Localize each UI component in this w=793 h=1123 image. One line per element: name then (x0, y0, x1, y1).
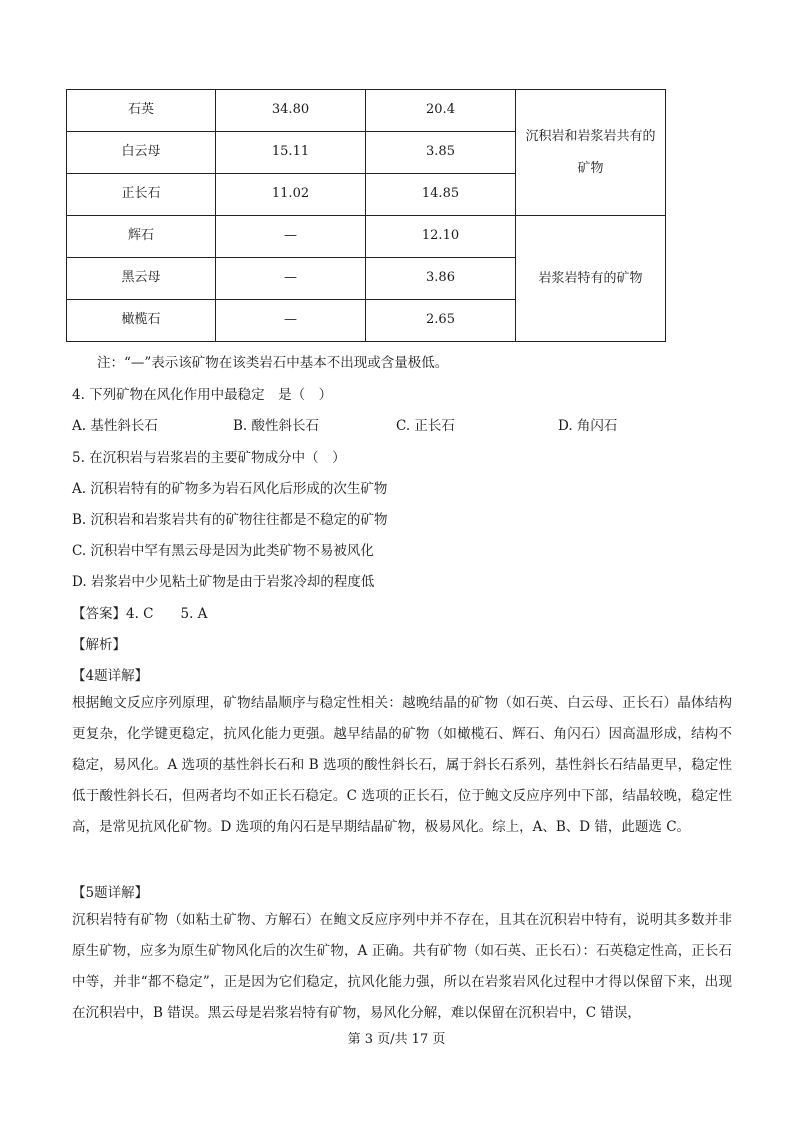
table-cell-igneous: 20.4 (366, 90, 516, 132)
table-cell-sedimentary: 11.02 (216, 174, 366, 216)
table-body (67, 90, 666, 342)
table-cell-sedimentary: 15.11 (216, 132, 366, 174)
table-cell-mineral: 正长石 (67, 174, 216, 216)
table-cell-mineral: 黑云母 (67, 258, 216, 300)
table-row (67, 216, 666, 258)
table-cell-igneous: 3.85 (366, 132, 516, 174)
detail-4-title: 【4题详解】 (72, 668, 149, 684)
table-cell-igneous: 3.86 (366, 258, 516, 300)
question-4-option-a: A. 基性斜长石 (72, 418, 158, 434)
table-cell-sedimentary: — (216, 216, 366, 258)
table-row (67, 90, 666, 132)
table-cell-sedimentary: — (216, 300, 366, 342)
analysis-label: 【解析】 (72, 637, 126, 653)
detail-4-text: 根据鲍文反应序列原理，矿物结晶顺序与稳定性相关：越晚结晶的矿物（如石英、白云母、正长石）晶体结构更复杂，化学键更稳定，抗风化能力更强。越早结晶的矿物（如橄榄石、辉石、角闪石）因高温形成，结构不稳定，易风化。A 选项的基性斜长石和 B 选项的酸性斜长石，属于斜长石系列，基性斜长石结晶更早，稳定性低于酸性斜长石，但两者均不如正长石稳定。C 选项的正长石，位于鲍文反应序列中下部，结晶较晚，稳定性高，是常见抗风化矿物。D 选项的角闪石是早期结晶矿物，极易风化。综上，A、B、D 错，此题选 C。 (72, 695, 732, 835)
question-5-option-d: D. 岩浆岩中少见粘土矿物是由于岩浆冷却的程度低 (72, 574, 375, 590)
table-cell-group-igneous-only: 岩浆岩特有的矿物 (516, 216, 666, 342)
question-4-stem: 4. 下列矿物在风化作用中最稳定 是（ ） (72, 387, 333, 403)
question-4-option-b: B. 酸性斜长石 (233, 418, 320, 434)
question-4-option-d: D. 角闪石 (558, 418, 618, 434)
table-cell-mineral: 橄榄石 (67, 300, 216, 342)
detail-5-text: 沉积岩特有矿物（如粘土矿物、方解石）在鲍文反应序列中并不存在，且其在沉积岩中特有，说明其多数并非原生矿物，应多为原生矿物风化后的次生矿物，A 正确。共有矿物（如石英、正长石）：石英稳定性高，正长石中等，并非“都不稳定”，正是因为它们稳定，抗风化能力强，所以在岩浆岩风化过程中才得以保留下来，出现在沉积岩中，B 错误。黑云母是岩浆岩特有矿物，易风化分解，难以保留在沉积岩中，C 错误， (72, 912, 732, 1021)
question-5-option-a: A. 沉积岩特有的矿物多为岩石风化后形成的次生矿物 (72, 481, 388, 497)
question-5-option-b: B. 沉积岩和岩浆岩共有的矿物往往都是不稳定的矿物 (72, 512, 388, 528)
table-cell-sedimentary: 34.80 (216, 90, 366, 132)
table-cell-igneous: 14.85 (366, 174, 516, 216)
question-4-option-c: C. 正长石 (396, 418, 455, 434)
table-cell-sedimentary: — (216, 258, 366, 300)
table-cell-mineral: 石英 (67, 90, 216, 132)
question-5-stem: 5. 在沉积岩与岩浆岩的主要矿物成分中（ ） (72, 450, 346, 466)
page-footer: 第 3 页/共 17 页 (347, 1032, 446, 1047)
table-cell-mineral: 白云母 (67, 132, 216, 174)
table-cell-igneous: 12.10 (366, 216, 516, 258)
table-cell-igneous: 2.65 (366, 300, 516, 342)
answer-line: 【答案】4. C 5. A (72, 606, 208, 622)
table-cell-mineral: 辉石 (67, 216, 216, 258)
table-note: 注：“—”表示该矿物在该类岩石中基本不出现或含量极低。 (97, 355, 449, 371)
detail-5-title: 【5题详解】 (72, 885, 149, 901)
question-5-option-c: C. 沉积岩中罕有黑云母是因为此类矿物不易被风化 (72, 543, 374, 559)
table-cell-group-shared: 沉积岩和岩浆岩共有的矿物 (516, 90, 666, 216)
mineral-composition-table (66, 89, 666, 342)
